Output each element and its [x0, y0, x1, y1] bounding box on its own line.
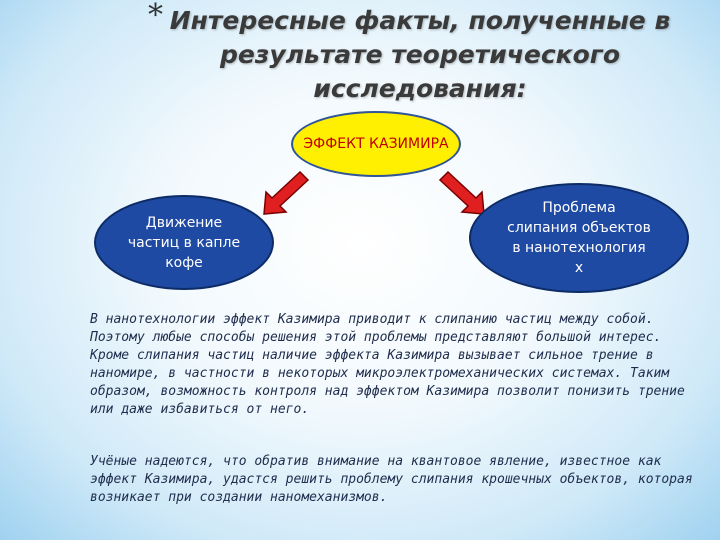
casimir-effect-node — [291, 111, 461, 177]
nanotech-sticking-node — [469, 183, 689, 293]
coffee-drop-node — [94, 195, 274, 290]
nanotech-sticking-label: Проблема слипания объектов в нанотехнология х — [507, 200, 651, 276]
casimir-effect-label: ЭФФЕКТ КАЗИМИРА — [303, 135, 449, 152]
title-bullet: * — [148, 0, 163, 33]
coffee-drop-label: Движение частиц в капле кофе — [127, 214, 241, 271]
paragraph-scientists: Учёные надеются, что обратив внимание на квантовое явление, известное как эффект Казимира, удастся решить проблему слипания крошечных объектов, которая возникает при создании наномеханизмов. — [90, 454, 693, 505]
left-arrow-icon — [258, 168, 310, 220]
slide-title: Интересные факты, полученные в результате теоретического исследования: — [169, 6, 671, 103]
paragraph-nanotech: В нанотехнологии эффект Казимира приводит к слипанию частиц между собой. Поэтому любые способы решения этой проблемы представляют большой интерес. Кроме слипания частиц наличие эффекта Казимира вызывает сильное трение в наномире, в частности в некоторых микроэлектромеханических системах. Таким образом, возможность контроля над эффектом Казимира позволит понизить трение или даже избавиться от него. — [90, 312, 685, 417]
